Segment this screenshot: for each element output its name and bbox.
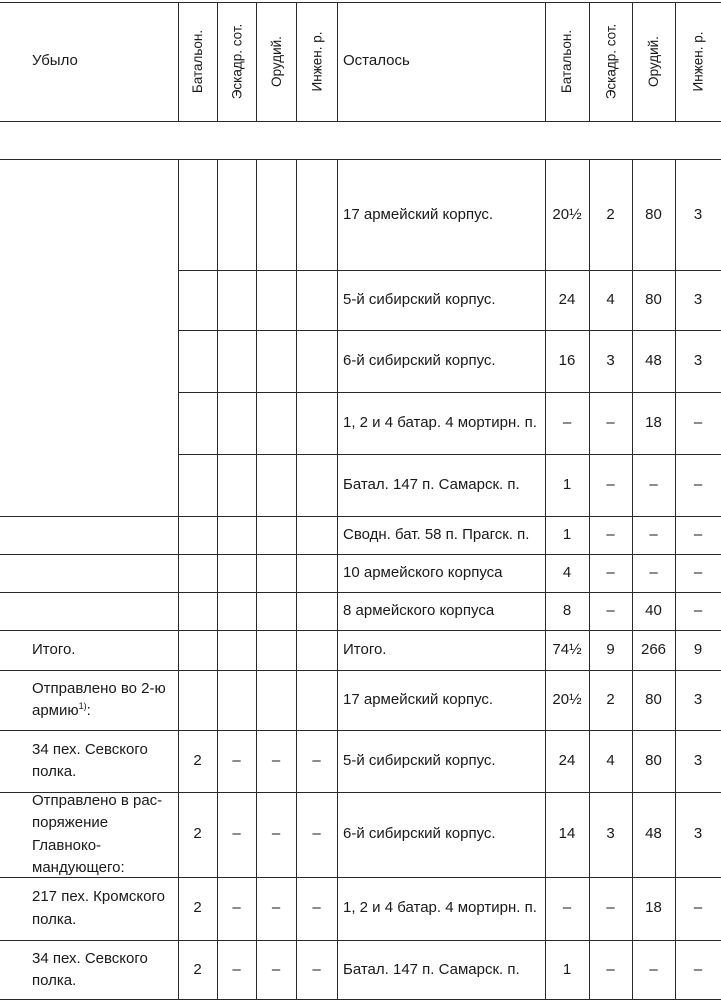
row-8-remained-label: [337, 630, 545, 670]
row-3-remained-label: [337, 392, 545, 454]
row-13-remained-value-1: [589, 940, 632, 1000]
row-0-remained-value-3: [675, 160, 721, 270]
row-0-remained-value-0-text: 20½: [552, 205, 582, 223]
row-3-remained-value-1: [589, 392, 632, 454]
row-10-lost-value-0-text: 2: [193, 751, 202, 769]
row-10-remained-value-1: [589, 730, 632, 792]
row-7-lost-value-0: [178, 592, 217, 630]
row-13-lost-label: [0, 940, 178, 1000]
row-9-lost-label: [0, 670, 178, 730]
row-10-remained-label-text: 5-й сибирский корпус.: [343, 751, 496, 769]
row-9-lost-value-3: [296, 670, 337, 730]
row-7-remained-label: [337, 592, 545, 630]
row-11-lost-value-3-text: –: [312, 825, 321, 843]
row-7-remained-value-1: [589, 592, 632, 630]
header-column-label: Эскадр. сот.: [229, 23, 245, 100]
row-0-remained-value-2-text: 80: [645, 205, 662, 223]
row-1-lost-value-2: [256, 270, 296, 330]
row-4-lost-value-3: [296, 454, 337, 516]
row-5-lost-value-0: [178, 516, 217, 554]
row-13-lost-value-2: [256, 940, 296, 1000]
row-4-remained-value-3-text: –: [693, 475, 703, 493]
row-0-remained-value-2: [632, 160, 675, 270]
row-13-lost-value-2-text: –: [271, 960, 281, 978]
row-5-remained-value-1-text: –: [606, 525, 615, 543]
row-9-remained-value-2-text: 80: [645, 690, 662, 708]
header-column-label: Инжен. р.: [309, 31, 325, 92]
row-9-lost-value-2: [256, 670, 296, 730]
row-8-remained-value-3: [675, 630, 721, 670]
row-0-lost-label: [0, 160, 178, 516]
row-1-remained-value-1-text: 4: [606, 290, 615, 308]
row-12-remained-value-1: [589, 877, 632, 940]
remained-header-0: [545, 2, 589, 121]
row-12-remained-value-2-text: 18: [645, 899, 662, 917]
row-7-lost-value-3: [296, 592, 337, 630]
row-3-lost-value-3: [296, 392, 337, 454]
row-10-remained-value-2-text: 80: [645, 751, 662, 769]
row-6-remained-label-text: 10 армейского корпуса: [343, 563, 503, 581]
row-7-remained-value-0-text: 8: [562, 601, 572, 619]
row-9-remained-label-text: 17 армейский корпус.: [343, 690, 494, 708]
row-11-lost-label-text: Отправлено в рас-поряжение Главноко-мандующего:: [32, 791, 163, 876]
row-9-remained-value-0-text: 20½: [552, 690, 582, 708]
row-13-lost-value-1: [217, 940, 256, 1000]
row-12-remained-value-2: [632, 877, 675, 940]
row-1-remained-value-0-text: 24: [558, 290, 576, 308]
row-5-remained-value-1: [589, 516, 632, 554]
row-10-remained-value-1-text: 4: [606, 751, 615, 769]
row-10-remained-value-0: [545, 730, 589, 792]
row-6-lost-value-1: [217, 554, 256, 592]
row-13-lost-value-3-text: –: [312, 960, 321, 978]
row-0-remained-value-0: [545, 160, 589, 270]
row-6-remained-label: [337, 554, 545, 592]
row-3-lost-value-2: [256, 392, 296, 454]
row-4-remained-value-2-text: –: [649, 475, 658, 493]
row-12-lost-value-0: [178, 877, 217, 940]
row-7-remained-value-3: [675, 592, 721, 630]
row-7-lost-value-2: [256, 592, 296, 630]
row-10-lost-label: [0, 730, 178, 792]
row-6-lost-value-2: [256, 554, 296, 592]
row-5-remained-value-3: [675, 516, 721, 554]
row-12-lost-label-text: 217 пех. Кромского полка.: [32, 888, 165, 928]
row-4-remained-value-2: [632, 454, 675, 516]
row-2-remained-value-1: [589, 330, 632, 392]
row-10-lost-value-2-text: –: [271, 751, 281, 769]
row-8-remained-value-0: [545, 630, 589, 670]
header-column-label: Орудий.: [646, 36, 661, 87]
row-9-remained-label: [337, 670, 545, 730]
row-4-remained-value-3: [675, 454, 721, 516]
row-10-remained-value-3-text: 3: [693, 751, 703, 769]
row-11-remained-value-1-text: 3: [606, 825, 615, 843]
row-3-remained-value-2-text: 18: [645, 413, 662, 431]
row-13-lost-value-0-text: 2: [193, 960, 202, 978]
row-1-remained-label: [337, 270, 545, 330]
remained-header-2: [632, 2, 675, 121]
row-2-remained-label: [337, 330, 545, 392]
row-6-remained-value-0: [545, 554, 589, 592]
row-8-remained-value-2: [632, 630, 675, 670]
header-column-label: Эскадр. сот.: [603, 23, 619, 100]
row-10-lost-value-3-text: –: [312, 751, 321, 769]
row-13-remained-value-3: [675, 940, 721, 1000]
row-5-remained-label-text: Сводн. бат. 58 п. Прагск. п.: [343, 525, 530, 543]
row-12-lost-value-2: [256, 877, 296, 940]
row-12-remained-value-3: [675, 877, 721, 940]
row-12-remained-value-3-text: –: [693, 899, 703, 917]
row-8-lost-label: [0, 630, 178, 670]
lost-header-2: [256, 2, 296, 121]
row-3-lost-value-1: [217, 392, 256, 454]
row-6-remained-value-3: [675, 554, 721, 592]
footnote-marker: 1): [78, 701, 87, 711]
row-4-remained-label-text: Батал. 147 п. Самарск. п.: [343, 475, 520, 493]
row-6-remained-value-3-text: –: [693, 563, 703, 581]
row-9-remained-value-3: [675, 670, 721, 730]
row-4-lost-value-2: [256, 454, 296, 516]
row-11-remained-label-text: 6-й сибирский корпус.: [343, 825, 496, 843]
row-8-lost-value-2: [256, 630, 296, 670]
row-11-lost-value-0-text: 2: [193, 825, 202, 843]
row-11-remained-value-3-text: 3: [693, 825, 703, 843]
header-lost-title: [0, 2, 178, 121]
row-3-remained-value-0-text: –: [562, 413, 572, 431]
row-5-lost-label: [0, 516, 178, 554]
row-3-remained-value-3: [675, 392, 721, 454]
row-12-lost-value-1-text: –: [232, 899, 241, 917]
row-0-lost-value-0: [178, 160, 217, 270]
lost-header-0: [178, 2, 217, 121]
row-2-lost-value-3: [296, 330, 337, 392]
row-12-lost-value-0-text: 2: [193, 899, 202, 917]
row-11-remained-label: [337, 792, 545, 877]
header-remained-title: [337, 2, 545, 121]
row-12-lost-label: [0, 877, 178, 940]
row-2-lost-value-1: [217, 330, 256, 392]
row-13-remained-value-2-text: –: [649, 960, 658, 978]
row-6-remained-value-1: [589, 554, 632, 592]
row-12-lost-value-2-text: –: [271, 899, 281, 917]
row-0-lost-value-3: [296, 160, 337, 270]
row-4-remained-label: [337, 454, 545, 516]
row-13-lost-label-text: 34 пех. Севского полка.: [32, 949, 148, 989]
row-9-remained-value-2: [632, 670, 675, 730]
lost-header-1: [217, 2, 256, 121]
row-13-remained-value-0-text: 1: [562, 960, 572, 978]
row-11-remained-value-2: [632, 792, 675, 877]
row-4-remained-value-0-text: 1: [562, 475, 572, 493]
row-0-lost-value-1: [217, 160, 256, 270]
row-10-lost-label-text: 34 пех. Севского полка.: [32, 740, 148, 780]
row-11-remained-value-1: [589, 792, 632, 877]
row-12-remained-value-0-text: –: [562, 899, 572, 917]
row-13-remained-value-2: [632, 940, 675, 1000]
row-6-lost-value-0: [178, 554, 217, 592]
row-11-lost-value-0: [178, 792, 217, 877]
row-0-remained-label-text: 17 армейский корпус.: [343, 205, 494, 223]
row-1-lost-value-3: [296, 270, 337, 330]
header-remained-title-text: Осталось: [343, 52, 410, 70]
row-2-remained-label-text: 6-й сибирский корпус.: [343, 351, 496, 369]
row-2-lost-value-0: [178, 330, 217, 392]
row-12-lost-value-3: [296, 877, 337, 940]
row-11-lost-value-1: [217, 792, 256, 877]
row-8-remained-value-1-text: 9: [606, 640, 615, 658]
header-column-label: Батальон.: [559, 29, 575, 94]
row-7-remained-label-text: 8 армейского корпуса: [343, 601, 495, 619]
row-7-remained-value-1-text: –: [606, 601, 615, 619]
row-3-lost-value-0: [178, 392, 217, 454]
row-3-remained-value-2: [632, 392, 675, 454]
row-13-lost-value-0: [178, 940, 217, 1000]
header-column-label: Инжен. р.: [690, 31, 706, 92]
row-8-lost-value-1: [217, 630, 256, 670]
row-4-remained-value-1: [589, 454, 632, 516]
row-2-remained-value-3-text: 3: [693, 351, 703, 369]
row-10-lost-value-0: [178, 730, 217, 792]
row-0-remained-value-1-text: 2: [606, 205, 615, 223]
row-8-remained-value-0-text: 74½: [552, 640, 582, 658]
row-9-lost-value-0: [178, 670, 217, 730]
label-suffix: :: [86, 702, 91, 719]
row-10-lost-value-2: [256, 730, 296, 792]
row-8-lost-value-3: [296, 630, 337, 670]
row-3-remained-value-1-text: –: [606, 413, 615, 431]
row-1-lost-value-0: [178, 270, 217, 330]
row-13-lost-value-3: [296, 940, 337, 1000]
row-12-remained-value-0: [545, 877, 589, 940]
row-2-remained-value-3: [675, 330, 721, 392]
row-5-lost-value-2: [256, 516, 296, 554]
row-0-remained-label: [337, 160, 545, 270]
row-0-remained-value-3-text: 3: [693, 205, 703, 223]
row-3-remained-label-text: 1, 2 и 4 батар. 4 мортирн. п.: [343, 413, 537, 431]
row-5-remained-value-0-text: 1: [562, 525, 572, 543]
row-6-lost-label: [0, 554, 178, 592]
row-11-remained-value-2-text: 48: [645, 825, 662, 843]
row-10-remained-value-2: [632, 730, 675, 792]
row-5-lost-value-1: [217, 516, 256, 554]
row-13-remained-value-0: [545, 940, 589, 1000]
row-5-remained-value-0: [545, 516, 589, 554]
row-5-remained-label: [337, 516, 545, 554]
row-9-remained-value-0: [545, 670, 589, 730]
row-6-remained-value-1-text: –: [606, 563, 615, 581]
row-0-remained-value-1: [589, 160, 632, 270]
row-13-remained-value-1-text: –: [606, 960, 615, 978]
row-1-remained-label-text: 5-й сибирский корпус.: [343, 290, 496, 308]
row-11-lost-value-3: [296, 792, 337, 877]
row-10-lost-value-3: [296, 730, 337, 792]
row-6-remained-value-0-text: 4: [562, 563, 572, 581]
row-2-lost-value-2: [256, 330, 296, 392]
row-12-remained-label-text: 1, 2 и 4 батар. 4 мортирн. п.: [343, 899, 537, 917]
remained-header-3: [675, 2, 721, 121]
row-6-remained-value-2-text: –: [649, 563, 658, 581]
row-13-remained-label: [337, 940, 545, 1000]
row-2-remained-value-0-text: 16: [558, 351, 576, 369]
row-11-lost-label: [0, 792, 178, 877]
row-3-remained-value-0: [545, 392, 589, 454]
row-5-lost-value-3: [296, 516, 337, 554]
row-5-remained-value-2-text: –: [649, 525, 658, 543]
row-11-remained-value-0-text: 14: [558, 825, 576, 843]
row-8-lost-value-0: [178, 630, 217, 670]
row-1-remained-value-3-text: 3: [693, 290, 703, 308]
row-4-remained-value-0: [545, 454, 589, 516]
row-2-remained-value-1-text: 3: [606, 351, 615, 369]
row-2-remained-value-2-text: 48: [645, 351, 662, 369]
row-9-remained-value-1-text: 2: [606, 690, 615, 708]
row-3-remained-value-3-text: –: [693, 413, 703, 431]
header-column-label: Батальон.: [190, 29, 205, 94]
row-1-remained-value-2-text: 80: [645, 290, 662, 308]
row-7-remained-value-3-text: –: [693, 601, 703, 619]
header-column-label: Орудий.: [268, 36, 284, 87]
row-4-lost-value-1: [217, 454, 256, 516]
row-6-remained-value-2: [632, 554, 675, 592]
row-10-remained-label: [337, 730, 545, 792]
row-12-remained-value-1-text: –: [606, 899, 615, 917]
row-8-remained-value-1: [589, 630, 632, 670]
row-1-remained-value-1: [589, 270, 632, 330]
header-bottom-border: [0, 121, 721, 122]
row-7-remained-value-2: [632, 592, 675, 630]
row-8-remained-value-2-text: 266: [640, 640, 667, 658]
row-6-lost-value-3: [296, 554, 337, 592]
row-9-lost-label-text: Отправлено во 2-ю армию$^{1)}$:: [32, 679, 166, 719]
row-1-remained-value-3: [675, 270, 721, 330]
row-4-lost-value-0: [178, 454, 217, 516]
row-1-remained-value-2: [632, 270, 675, 330]
row-9-remained-value-1: [589, 670, 632, 730]
row-5-remained-value-3-text: –: [693, 525, 703, 543]
row-12-lost-value-1: [217, 877, 256, 940]
row-13-remained-value-3-text: –: [693, 960, 703, 978]
row-10-lost-value-1-text: –: [232, 751, 241, 769]
row-7-lost-label: [0, 592, 178, 630]
row-2-remained-value-2: [632, 330, 675, 392]
row-8-remained-label-text: Итого.: [343, 640, 387, 658]
remained-header-1: [589, 2, 632, 121]
row-5-remained-value-2: [632, 516, 675, 554]
row-11-remained-value-3: [675, 792, 721, 877]
lost-header-3: [296, 2, 337, 121]
row-10-lost-value-1: [217, 730, 256, 792]
row-11-remained-value-0: [545, 792, 589, 877]
row-4-remained-value-1-text: –: [606, 475, 615, 493]
row-10-remained-value-3: [675, 730, 721, 792]
row-8-remained-value-3-text: 9: [693, 640, 703, 658]
row-7-remained-value-2-text: 40: [645, 601, 662, 619]
row-11-lost-value-1-text: –: [232, 825, 241, 843]
row-7-remained-value-0: [545, 592, 589, 630]
row-13-remained-label-text: Батал. 147 п. Самарск. п.: [343, 960, 520, 978]
row-11-lost-value-2-text: –: [271, 825, 281, 843]
row-12-remained-label: [337, 877, 545, 940]
header-lost-title-text: Убыло: [32, 52, 78, 70]
row-12-lost-value-3-text: –: [312, 899, 321, 917]
row-10-remained-value-0-text: 24: [558, 751, 576, 769]
row-8-lost-label-text: Итого.: [32, 640, 76, 658]
row-11-lost-value-2: [256, 792, 296, 877]
row-7-lost-value-1: [217, 592, 256, 630]
row-1-lost-value-1: [217, 270, 256, 330]
row-0-lost-value-2: [256, 160, 296, 270]
row-9-lost-value-1: [217, 670, 256, 730]
row-1-remained-value-0: [545, 270, 589, 330]
row-2-remained-value-0: [545, 330, 589, 392]
row-9-remained-value-3-text: 3: [693, 690, 703, 708]
row-13-lost-value-1-text: –: [232, 960, 241, 978]
